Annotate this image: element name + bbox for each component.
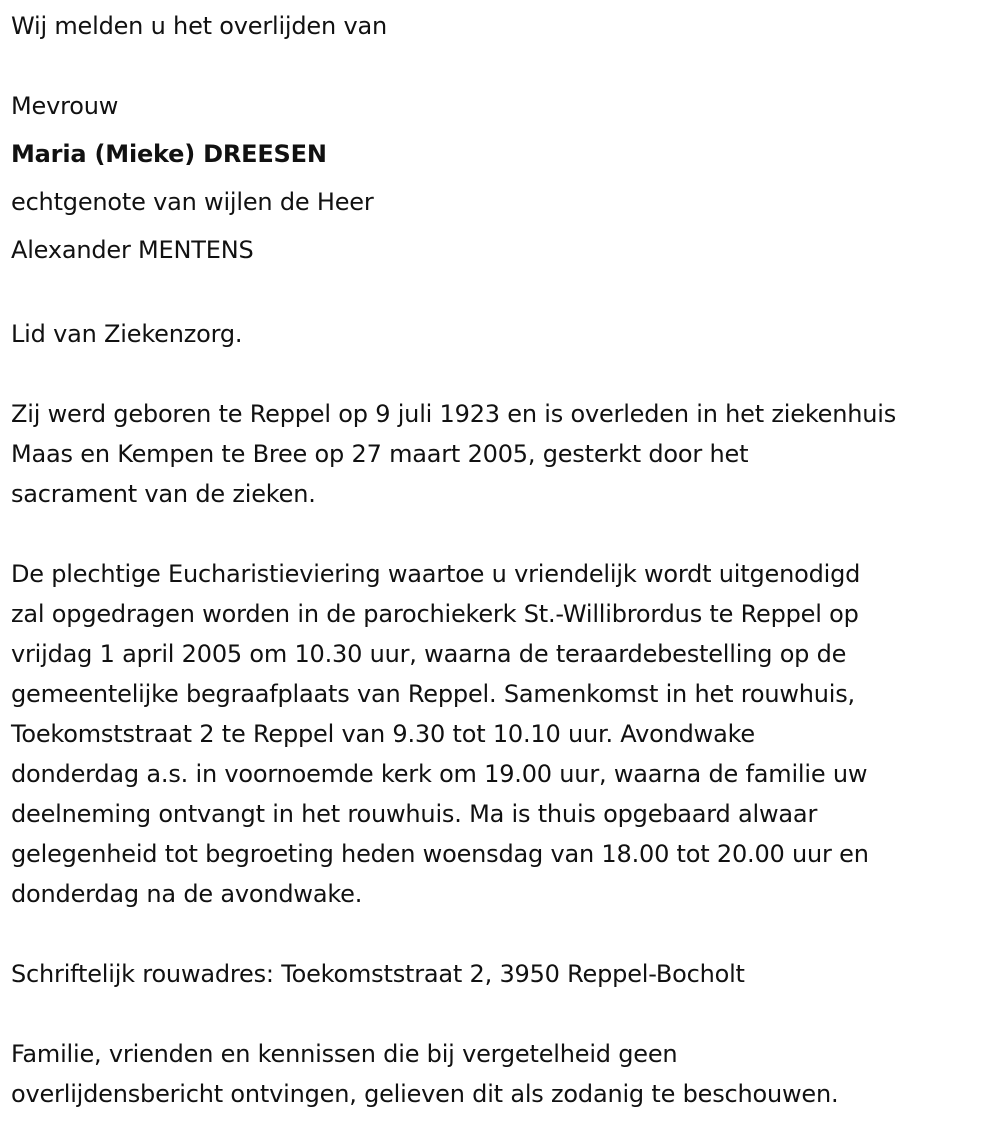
ceremony-paragraph bbox=[11, 554, 996, 914]
paragraph-line: deelneming ontvangt in het rouwhuis. Ma is thuis opgebaard alwaar bbox=[11, 800, 818, 828]
paragraph-line: sacrament van de zieken. bbox=[11, 480, 316, 508]
paragraph-line: gelegenheid tot begroeting heden woensdag van 18.00 tot 20.00 uur en bbox=[11, 840, 869, 868]
spouse-label: echtgenote van wijlen de Heer bbox=[11, 188, 374, 216]
paragraph-line: Toekomststraat 2 te Reppel van 9.30 tot 10.10 uur. Avondwake bbox=[11, 720, 756, 748]
paragraph-line: zal opgedragen worden in de parochiekerk St.-Willibrordus te Reppel op bbox=[11, 600, 859, 628]
paragraph-line: gemeentelijke begraafplaats van Reppel. Samenkomst in het rouwhuis, bbox=[11, 680, 855, 708]
paragraph-line: Maas en Kempen te Bree op 27 maart 2005, gesterkt door het bbox=[11, 440, 749, 468]
paragraph-line: Zij werd geboren te Reppel op 9 juli 1923 en is overleden in het ziekenhuis bbox=[11, 400, 897, 428]
spouse-name: Alexander MENTENS bbox=[11, 236, 254, 264]
death-notice bbox=[11, 0, 996, 1114]
membership-text: Lid van Ziekenzorg. bbox=[11, 320, 243, 348]
paragraph-line: donderdag a.s. in voornoemde kerk om 19.00 uur, waarna de familie uw bbox=[11, 760, 868, 788]
paragraph-line: vrijdag 1 april 2005 om 10.30 uur, waarna de teraardebestelling op de bbox=[11, 640, 847, 668]
paragraph-line: Familie, vrienden en kennissen die bij vergetelheid geen bbox=[11, 1040, 678, 1068]
mourning-address: Schriftelijk rouwadres: Toekomststraat 2, 3950 Reppel-Bocholt bbox=[11, 960, 745, 988]
paragraph-line: overlijdensbericht ontvingen, gelieven dit als zodanig te beschouwen. bbox=[11, 1080, 839, 1108]
closing-paragraph bbox=[11, 1034, 996, 1114]
paragraph-line: De plechtige Eucharistieviering waartoe u vriendelijk wordt uitgenodigd bbox=[11, 560, 861, 588]
intro-text: Wij melden u het overlijden van bbox=[11, 12, 387, 40]
birth-death-paragraph bbox=[11, 394, 996, 514]
paragraph-line: donderdag na de avondwake. bbox=[11, 880, 363, 908]
deceased-name: Maria (Mieke) DREESEN bbox=[11, 140, 327, 168]
honorific: Mevrouw bbox=[11, 92, 119, 120]
